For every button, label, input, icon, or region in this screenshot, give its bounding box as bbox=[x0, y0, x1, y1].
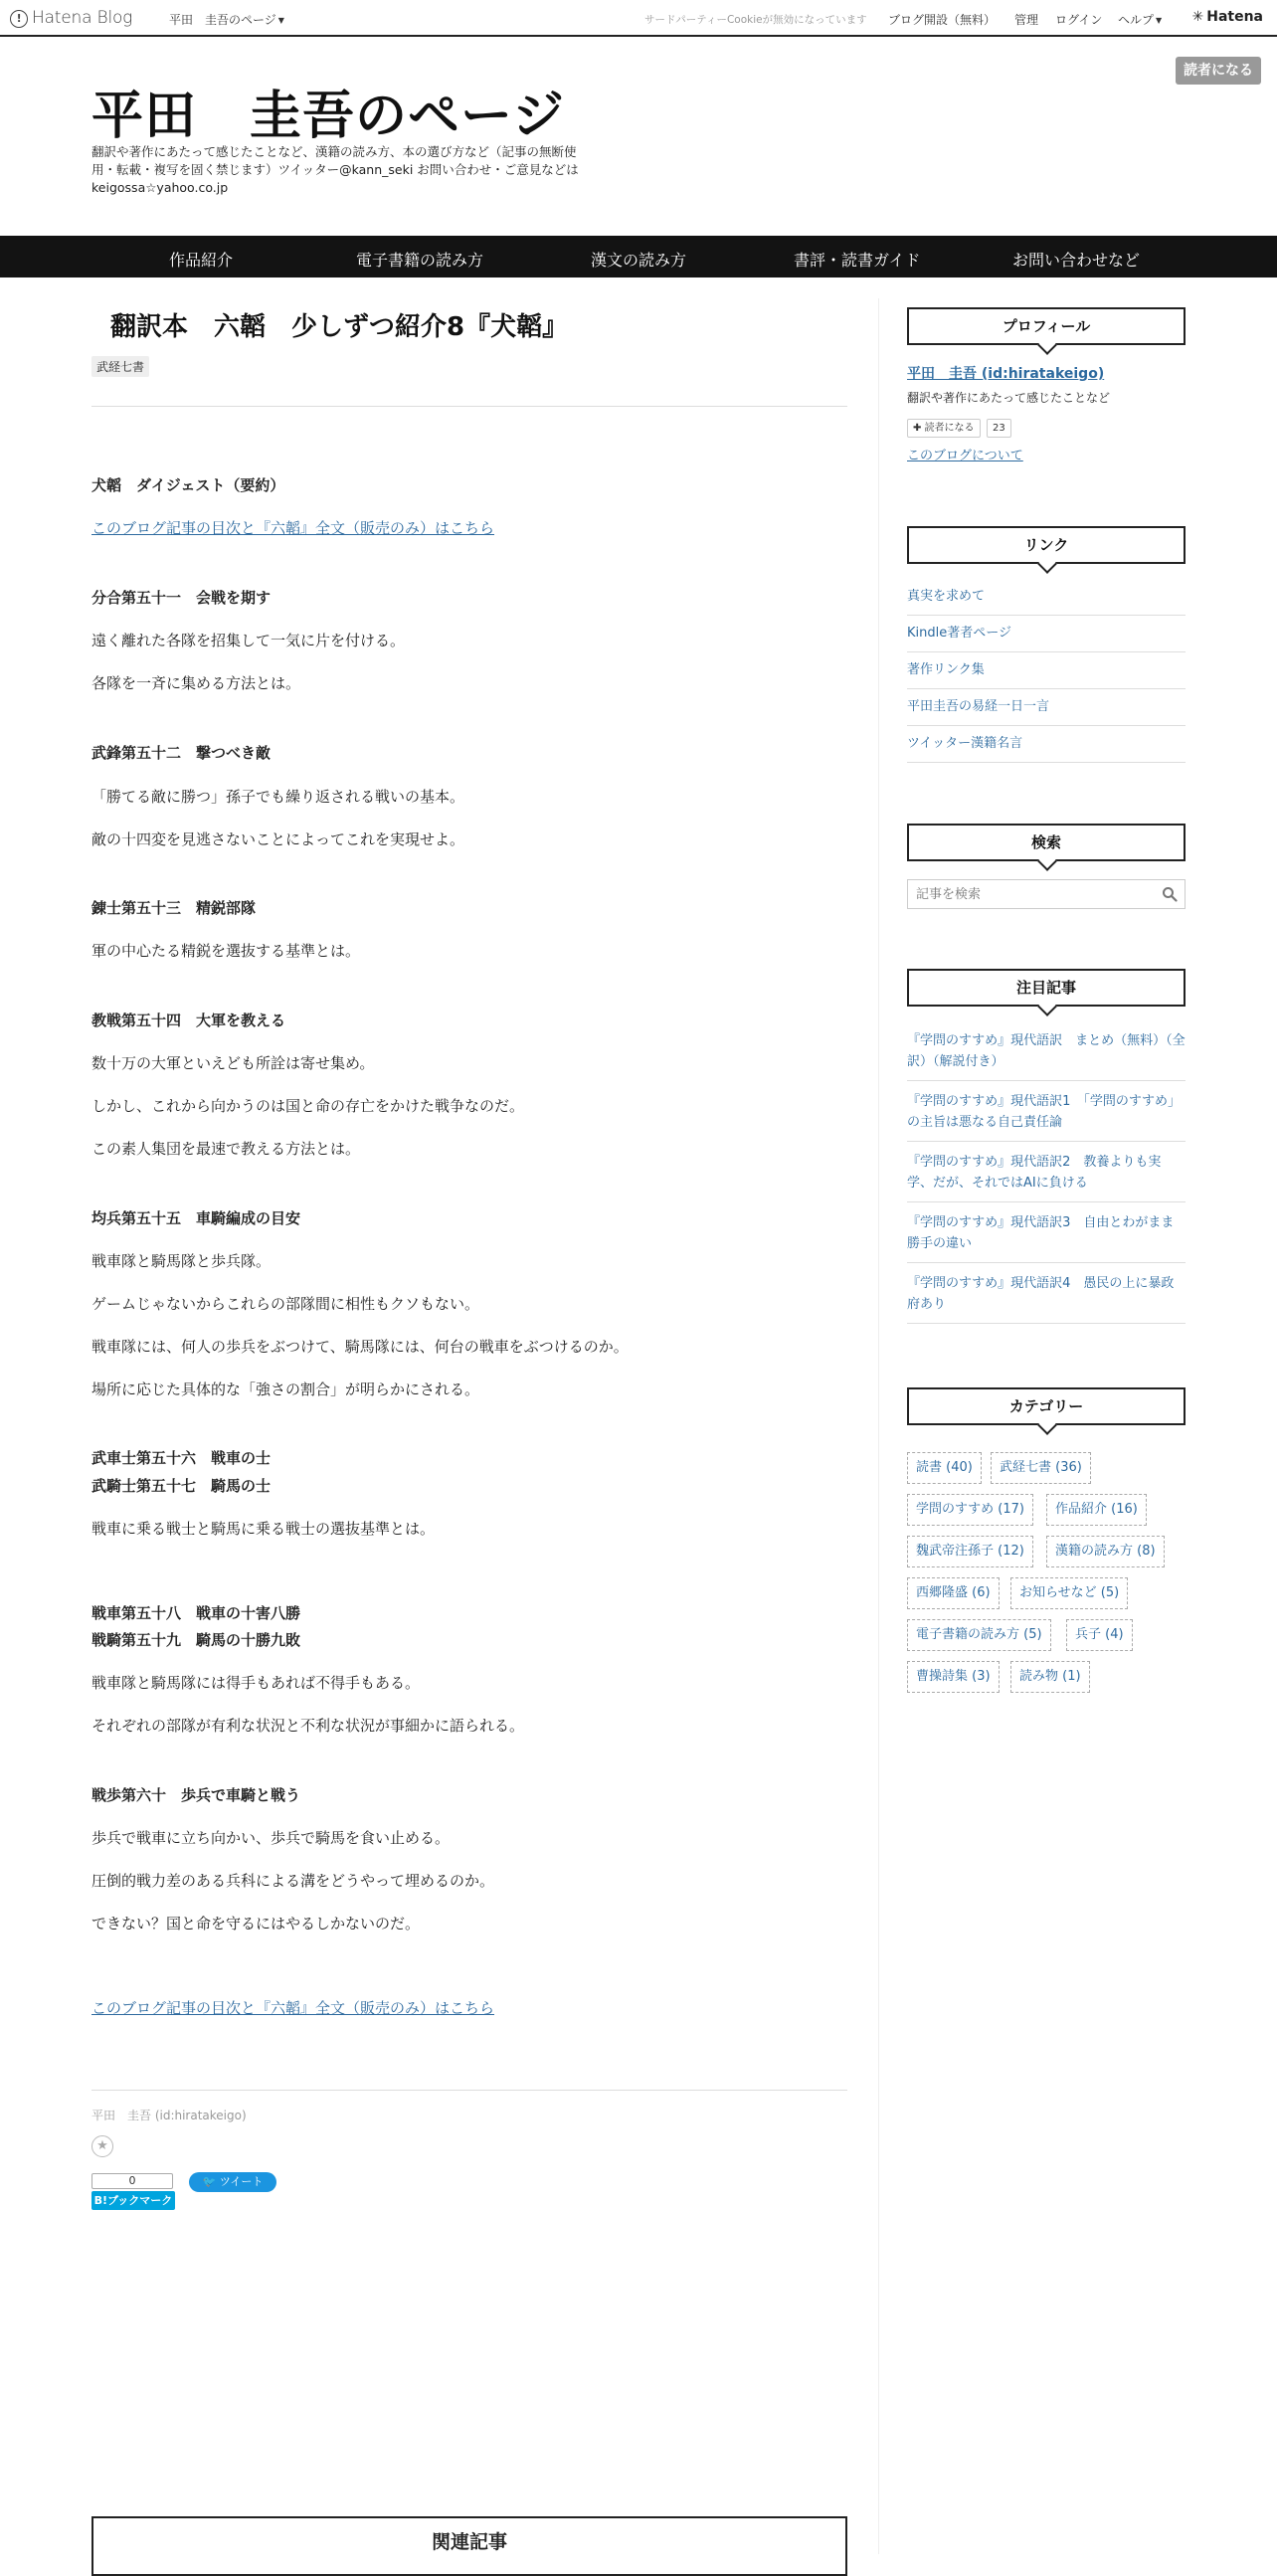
entry-heading: 均兵第五十五 車騎編成の目安 bbox=[91, 1209, 301, 1227]
featured-entry-link[interactable]: 『学問のすすめ』現代語訳1 「学問のすすめ」の主旨は悪なる自己責任論 bbox=[907, 1091, 1186, 1142]
nav-item-contact[interactable]: お問い合わせなど bbox=[1012, 251, 1141, 270]
plus-icon: ✚ bbox=[913, 423, 925, 434]
entry-paragraph: 場所に応じた具体的な「強さの割合」が明らかにされる。 bbox=[91, 1380, 480, 1398]
search-input[interactable] bbox=[907, 879, 1186, 909]
blog-description: 翻訳や著作にあたって感じたことなど、漢籍の読み方、本の選び方など（記事の無断使用・転載・複写を固く禁じます）ツイッター@kann_seki お問い合わせ・ご意見などはkeigossa☆yahoo.co.jp bbox=[91, 144, 579, 195]
entry-paragraph: 敵の十四変を見逃さないことによってこれを実現せよ。 bbox=[91, 830, 465, 848]
blog-name-label: 平田 圭吾のページ bbox=[169, 13, 276, 27]
related-entries-title: 関連記事 bbox=[431, 2531, 507, 2553]
category-tag[interactable]: 学問のすすめ (17) bbox=[907, 1494, 1033, 1526]
hatena-menu[interactable] bbox=[1192, 9, 1264, 25]
entry-heading: 犬韜 ダイジェスト（要約） bbox=[91, 476, 285, 494]
featured-entry-link[interactable]: 『学問のすすめ』現代語訳2 教養よりも実学、だが、それではAIに負ける bbox=[907, 1152, 1186, 1202]
hatena-label: Hatena bbox=[1206, 9, 1263, 25]
hatena-star-icon: ✳ bbox=[1191, 9, 1204, 25]
nav-item-works[interactable]: 作品紹介 bbox=[169, 251, 234, 270]
category-tag[interactable]: お知らせなど (5) bbox=[1010, 1577, 1128, 1609]
category-tag[interactable]: 漢籍の読み方 (8) bbox=[1046, 1536, 1165, 1567]
entry-paragraph: 戦車隊と騎馬隊と歩兵隊。 bbox=[91, 1252, 272, 1270]
cookie-notice: サードパーティーCookieが無効になっています bbox=[644, 14, 867, 26]
category-tag[interactable]: 読み物 (1) bbox=[1010, 1661, 1090, 1693]
category-tag[interactable]: 西郷隆盛 (6) bbox=[907, 1577, 1000, 1609]
entry-heading: 武騎士第五十七 騎馬の士 bbox=[91, 1477, 272, 1495]
entry-paragraph: できない？国と命を守るにはやるしかないのだ。 bbox=[91, 1915, 421, 1932]
category-tag[interactable]: 魏武帝注孫子 (12) bbox=[907, 1536, 1033, 1567]
featured-entry-link[interactable]: 『学問のすすめ』現代語訳3 自由とわがまま勝手の違い bbox=[907, 1212, 1186, 1263]
categories-module-title: カテゴリー bbox=[907, 1387, 1186, 1425]
sidebar-link-item[interactable]: Kindle著者ページ bbox=[907, 623, 1186, 652]
entry-paragraph: 軍の中心たる精鋭を選抜する基準とは。 bbox=[91, 942, 361, 960]
blog-open-link[interactable]: ブログ開設（無料） bbox=[888, 13, 997, 27]
tweet-label: ツイート bbox=[219, 2175, 264, 2188]
entry-paragraph: それぞれの部隊が有利な状況と不利な状況が事細かに語られる。 bbox=[91, 1717, 525, 1735]
hatena-blog-icon: ! bbox=[10, 10, 28, 28]
bookmark-count[interactable]: 0 bbox=[91, 2173, 173, 2189]
twitter-bird-icon: 🐦 bbox=[202, 2175, 220, 2188]
category-tag[interactable]: 電子書籍の読み方 (5) bbox=[907, 1619, 1051, 1651]
profile-subscribe-button[interactable] bbox=[907, 419, 981, 438]
links-module-title: リンク bbox=[907, 526, 1186, 564]
entry-heading: 戦騎第五十九 騎馬の十勝九敗 bbox=[91, 1631, 301, 1649]
related-entries-module bbox=[91, 2516, 847, 2576]
featured-module-title: 注目記事 bbox=[907, 969, 1186, 1007]
entry-paragraph: 数十万の大軍といえども所詮は寄せ集め。 bbox=[91, 1054, 375, 1072]
sidebar-link-item[interactable]: 平田圭吾の易経一日一言 bbox=[907, 696, 1186, 726]
sidebar-link-item[interactable]: 真実を求めて bbox=[907, 586, 1186, 616]
hatena-blog-logo[interactable] bbox=[10, 8, 132, 28]
hatena-blog-logo-text: Hatena Blog bbox=[32, 8, 133, 28]
entry-paragraph: 遠く離れた各隊を招集して一気に片を付ける。 bbox=[91, 632, 406, 649]
help-label: ヘルプ bbox=[1118, 13, 1155, 27]
entry-paragraph: 歩兵で戦車に立ち向かい、歩兵で騎馬を食い止める。 bbox=[91, 1829, 451, 1847]
entry-author[interactable]: 平田 圭吾 (id:hiratakeigo) bbox=[91, 2109, 247, 2122]
sidebar-link-item[interactable]: 著作リンク集 bbox=[907, 659, 1186, 689]
featured-entry-link[interactable]: 『学問のすすめ』現代語訳 まとめ（無料）（全訳）（解説付き） bbox=[907, 1030, 1186, 1081]
caret-down-icon: ▼ bbox=[1156, 16, 1163, 25]
entry-paragraph: ゲームじゃないからこれらの部隊間に相性もクソもない。 bbox=[91, 1295, 480, 1313]
admin-link[interactable]: 管理 bbox=[1014, 13, 1039, 27]
entry-category-badge[interactable]: 武経七書 bbox=[91, 356, 149, 377]
entry-heading: 分合第五十一 会戦を期す bbox=[91, 589, 272, 607]
bookmark-button[interactable]: B!ブックマーク bbox=[91, 2191, 175, 2210]
toc-link[interactable]: このブログ記事の目次と『六韜』全文（販売のみ）はこちら bbox=[91, 1999, 495, 2017]
featured-entry-link[interactable]: 『学問のすすめ』現代語訳4 愚民の上に暴政府あり bbox=[907, 1273, 1186, 1324]
category-tag[interactable]: 武経七書 (36) bbox=[991, 1452, 1091, 1484]
entry-title[interactable]: 翻訳本 六韜 少しずつ紹介8『犬韜』 bbox=[110, 312, 569, 342]
reader-count: 23 bbox=[987, 419, 1011, 438]
entry-heading: 戦車第五十八 戦車の十害八勝 bbox=[91, 1604, 301, 1622]
category-tag[interactable]: 読書 (40) bbox=[907, 1452, 982, 1484]
subscribe-button[interactable]: 読者になる bbox=[1176, 57, 1261, 85]
column-divider bbox=[878, 298, 879, 2554]
entry-paragraph: しかし、これから向かうのは国と命の存亡をかけた戦争なのだ。 bbox=[91, 1097, 525, 1115]
entry-paragraph: 「勝てる敵に勝つ」孫子でも繰り返される戦いの基本。 bbox=[91, 788, 465, 806]
caret-down-icon: ▼ bbox=[277, 16, 284, 25]
entry-header-divider bbox=[91, 406, 847, 407]
sidebar-link-item[interactable]: ツイッター漢籍名言 bbox=[907, 733, 1186, 763]
login-link[interactable]: ログイン bbox=[1055, 13, 1103, 27]
entry-heading: 武鋒第五十二 撃つべき敵 bbox=[91, 744, 272, 762]
entry-paragraph: 戦車隊には、何人の歩兵をぶつけて、騎馬隊には、何台の戦車をぶつけるのか。 bbox=[91, 1338, 629, 1356]
profile-subscribe-label: 読者になる bbox=[924, 423, 975, 434]
blog-title[interactable]: 平田 圭吾のページ bbox=[91, 87, 565, 146]
entry-paragraph: この素人集団を最速で教える方法とは。 bbox=[91, 1140, 361, 1158]
nav-item-kanbun[interactable]: 漢文の読み方 bbox=[591, 251, 687, 270]
profile-name-link[interactable]: 平田 圭吾 (id:hiratakeigo) bbox=[907, 366, 1105, 382]
category-tag[interactable]: 兵子 (4) bbox=[1066, 1619, 1133, 1651]
global-nav bbox=[0, 236, 1277, 277]
tweet-button[interactable] bbox=[189, 2172, 276, 2192]
nav-item-ebooks[interactable]: 電子書籍の読み方 bbox=[356, 251, 484, 270]
search-icon[interactable] bbox=[1162, 886, 1178, 902]
entry-heading: 教戦第五十四 大軍を教える bbox=[91, 1012, 286, 1029]
entry-paragraph: 各隊を一斉に集める方法とは。 bbox=[91, 674, 301, 692]
global-header bbox=[0, 0, 1277, 37]
category-tag[interactable]: 曹操詩集 (3) bbox=[907, 1661, 1000, 1693]
add-star-icon[interactable]: ★ bbox=[91, 2135, 113, 2157]
entry-heading: 戦歩第六十 歩兵で車騎と戦う bbox=[91, 1786, 301, 1804]
blog-name-menu[interactable] bbox=[169, 11, 284, 28]
search-module-title: 検索 bbox=[907, 824, 1186, 861]
category-tag[interactable]: 作品紹介 (16) bbox=[1046, 1494, 1147, 1526]
nav-item-reviews[interactable]: 書評・読書ガイド bbox=[794, 251, 921, 270]
entry-footer-divider bbox=[91, 2090, 847, 2091]
entry-paragraph: 戦車に乗る戦士と騎馬に乗る戦士の選抜基準とは。 bbox=[91, 1520, 436, 1538]
entry-paragraph: 圧倒的戦力差のある兵科による溝をどうやって埋めるのか。 bbox=[91, 1872, 495, 1890]
entry-paragraph: 戦車隊と騎馬隊には得手もあれば不得手もある。 bbox=[91, 1674, 421, 1692]
profile-module-title: プロフィール bbox=[907, 307, 1186, 345]
help-menu[interactable] bbox=[1118, 11, 1162, 28]
about-blog-link[interactable]: このブログについて bbox=[907, 449, 1023, 463]
entry-heading: 錬士第五十三 精鋭部隊 bbox=[91, 899, 257, 917]
toc-link[interactable]: このブログ記事の目次と『六韜』全文（販売のみ）はこちら bbox=[91, 519, 495, 537]
entry-heading: 武車士第五十六 戦車の士 bbox=[91, 1449, 272, 1467]
profile-description: 翻訳や著作にあたって感じたことなど bbox=[907, 391, 1111, 405]
